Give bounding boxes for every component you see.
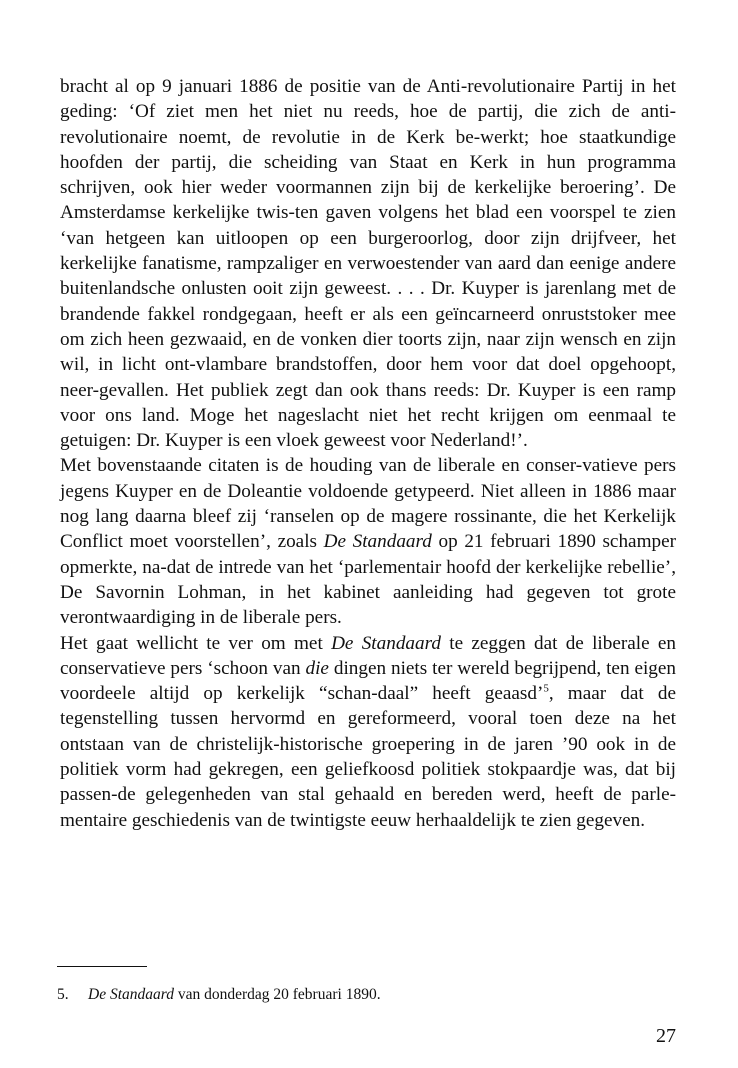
paragraph-2-text-b: op 21 februari 1890 schamper opmerkte, na-dat de intrede van het ‘parlementair hoofd der kerkelijke rebellie’, De Savornin Lohman, in het kabinet aanleiding had gegeven tot grote verontwaardiging in de liberale pers. <box>60 531 676 629</box>
footnote-reference: 5 <box>543 682 549 695</box>
paragraph-3-text-a: Het gaat wellicht te ver om met <box>60 632 332 654</box>
footnote-divider <box>57 966 147 967</box>
paragraph-3-italic-word: die <box>305 657 329 679</box>
footnote <box>57 985 381 1005</box>
page-number: 27 <box>656 1025 676 1047</box>
paragraph-1-text: bracht al op 9 januari 1886 de positie van de Anti-revolutionaire Partij in het geding: ‘Of ziet men het niet nu reeds, hoe de partij, die zich de anti-revolutionaire noemt, de revolutie in de Kerk be-werkt; hoe staatkundige hoofden der partij, die scheiding van Staat en Kerk in hun programma schrijven, ook hier weder voormannen zijn bij de kerkelijke beroering’. De Amsterdamse kerkelijke twis-ten gaven volgens het blad een voorspel te zien ‘van hetgeen kan uitloopen op een burgeroorlog, door zijn drijfveer, het kerkelijke fanatisme, rampzaliger en verwoestender van aard dan eenige andere buitenlandsche onlusten ooit zijn geweest. . . . Dr. Kuyper is jarenlang met de brandende fakkel rondgegaan, heeft er als een geïncarneerd onruststoker mee om zich heen gezwaaid, en de vonken dier toorts zijn, naar zijn wensch en zijn wil, in licht ont-vlambare brandstoffen, door hem voor dat doel opgehoopt, neer-gevallen. Het publiek zegt dan ook thans reeds: Dr. Kuyper is een ramp voor ons land. Moge het nageslacht niet het recht krijgen om eenmaal te getuigen: Dr. Kuyper is een vloek geweest voor Nederland!’. <box>60 76 676 452</box>
paragraph-3-italic-title: De Standaard <box>331 632 441 654</box>
paragraph-3-text-c: dingen niets ter wereld begrijpend, ten eigen voordeele altijd op kerkelijk “schan-daal” heeft geaasd’ <box>60 657 676 705</box>
body-text <box>60 74 676 833</box>
paragraph-2-text-a: Met bovenstaande citaten is de houding van de liberale en conser-vatieve pers jegens Kuyper en de Doleantie voldoende getypeerd. Niet alleen in 1886 maar nog lang daarna bleef zij ‘ranselen op de magere rossinante, die het Kerkelijk Conflict moet voorstellen’, zoals <box>60 455 676 553</box>
footnote-source-title: De Standaard <box>88 986 174 1003</box>
paragraph-1 <box>60 74 676 453</box>
paragraph-2 <box>60 453 676 630</box>
footnote-number: 5. <box>57 986 69 1003</box>
paragraph-3-text-b: te zeggen dat de liberale en conservatieve pers ‘schoon van <box>60 632 676 679</box>
paragraph-3 <box>60 631 676 833</box>
paragraph-3-text-d: , maar dat de tegenstelling tussen hervormd en gereformeerd, vooral toen deze na het ontstaan van de christelijk-historische groepering in de jaren ’90 ook in de politiek vorm had gekregen, een geliefkoosd politiek stokpaardje was, dat bij passen-de gelegenheden van stal gehaald en bereden werd, heeft de parle-mentaire geschiedenis van de twintigste eeuw herhaaldelijk te zien gegeven. <box>60 683 676 831</box>
paragraph-2-italic-title: De Standaard <box>323 531 432 553</box>
footnote-text: van donderdag 20 februari 1890. <box>173 986 381 1003</box>
